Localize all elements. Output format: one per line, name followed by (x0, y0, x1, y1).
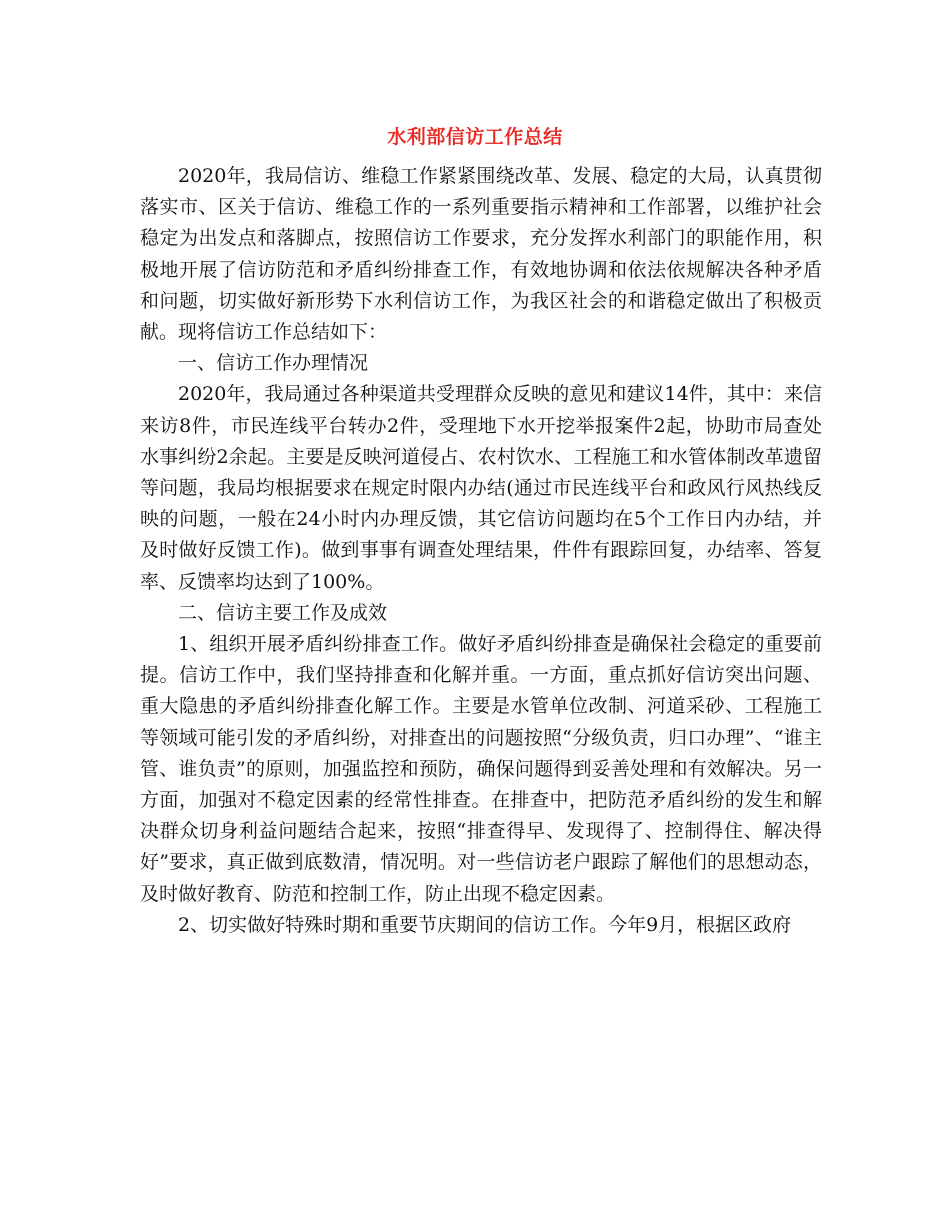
section-2-item-1-paragraph: 1、组织开展矛盾纠纷排查工作。做好矛盾纠纷排查是确保社会稳定的重要前提。信访工作中，我们坚持排查和化解并重。一方面，重点抓好信访突出问题、重大隐患的矛盾纠纷排查化解工作。主要是水管单位改制、河道采砂、工程施工等领域可能引发的矛盾纠纷，对排查出的问题按照“分级负责，归口办理”、“谁主管、谁负责”的原则，加强监控和预防，确保问题得到妥善处理和有效解决。另一方面，加强对不稳定因素的经常性排查。在排查中，把防范矛盾纠纷的发生和解决群众切身利益问题结合起来，按照“排查得早、发现得了、控制得住、解决得好”要求，真正做到底数清，情况明。对一些信访老户跟踪了解他们的思想动态，及时做好教育、防范和控制工作，防止出现不稳定因素。 (140, 633, 822, 905)
document-title: 水利部信访工作总结 (387, 126, 563, 148)
section-heading-1: 一、信访工作办理情况 (178, 352, 369, 375)
document-body (140, 161, 822, 941)
section-2-item-2-paragraph: 2、切实做好特殊时期和重要节庆期间的信访工作。今年9月，根据区政府 (178, 913, 792, 936)
section-heading-2: 二、信访主要工作及成效 (178, 601, 388, 624)
intro-paragraph: 2020年，我局信访、维稳工作紧紧围绕改革、发展、稳定的大局，认真贯彻落实市、区关于信访、维稳工作的一系列重要指示精神和工作部署，以维护社会稳定为出发点和落脚点，按照信访工作要求，充分发挥水利部门的职能作用，积极地开展了信访防范和矛盾纠纷排查工作，有效地协调和依法依规解决各种矛盾和问题，切实做好新形势下水利信访工作，为我区社会的和谐稳定做出了积极贡献。现将信访工作总结如下： (140, 165, 822, 344)
section-1-paragraph: 2020年，我局通过各种渠道共受理群众反映的意见和建议14件，其中：来信来访8件，市民连线平台转办2件，受理地下水开挖举报案件2起，协助市局查处水事纠纷2余起。主要是反映河道侵占、农村饮水、工程施工和水管体制改革遗留等问题，我局均根据要求在规定时限内办结(通过市民连线平台和政风行风热线反映的问题，一般在24小时内办理反馈，其它信访问题均在5个工作日内办结，并及时做好反馈工作)。做到事事有调查处理结果，件件有跟踪回复，办结率、答复率、反馈率均达到了100%。 (140, 383, 822, 593)
